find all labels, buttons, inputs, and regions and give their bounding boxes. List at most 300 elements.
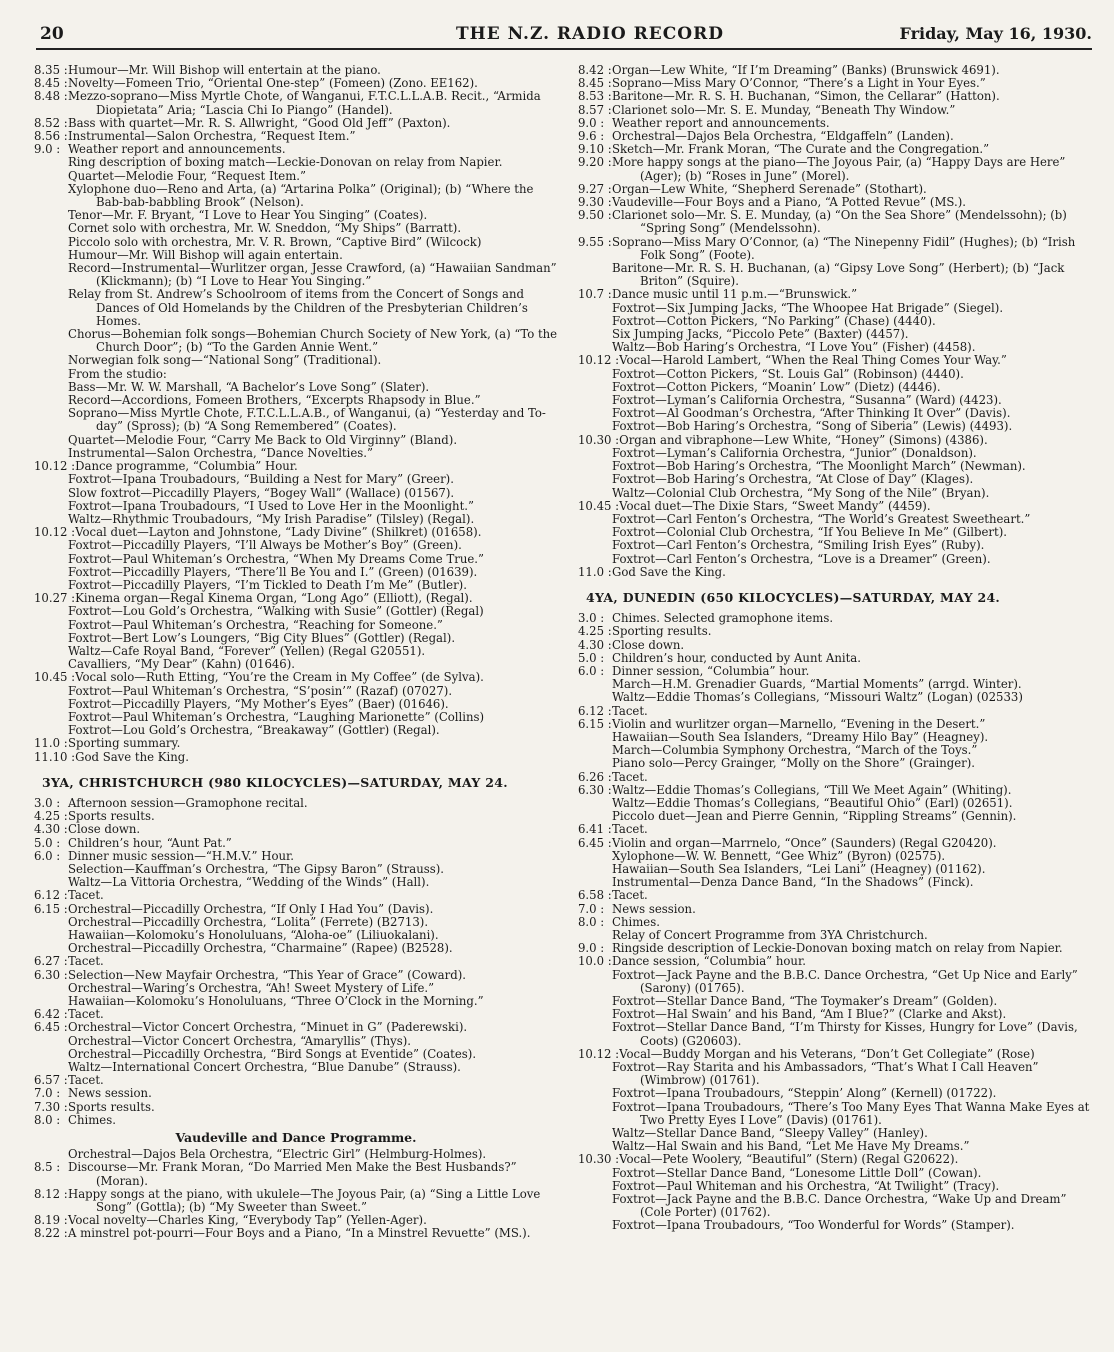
entry-text: Relay from St. Andrew’s Schoolroom of items from the Concert of Songs and Dances of Old Homelands by the Children of the Presbyterian Children’s Homes. <box>68 287 528 328</box>
entry-time <box>578 1167 612 1180</box>
entry-text: Soprano—Miss Myrtle Chote, F.T.C.L.L.A.B., of Wanganui, (a) “Yesterday and To-day” (Spross); (b) “A Song Remembered” (Coates). <box>68 406 546 434</box>
entry-text: Tacet. <box>68 954 104 969</box>
entry-text: Foxtrot—Ipana Troubadours, “Too Wonderful for Words” (Stamper). <box>612 1218 1015 1233</box>
entry-text: Discourse—Mr. Frank Moran, “Do Married Men Make the Best Husbands?” (Moran). <box>68 1160 517 1188</box>
entry-time: 6.27 : <box>34 954 68 969</box>
entry-time <box>34 698 68 711</box>
entry-time <box>34 487 68 500</box>
entry-time: 6.26 : <box>578 769 612 784</box>
entry-text: Humour—Mr. Will Bishop will entertain at the piano. <box>68 63 381 77</box>
entry-time <box>34 916 68 929</box>
entry-text: Tacet. <box>612 888 648 903</box>
entry-text: Quartet—Melodie Four, “Carry Me Back to Old Virginny” (Bland). <box>68 432 458 447</box>
entry-text: Selection—Kauffman’s Orchestra, “The Gipsy Baron” (Strauss). <box>68 861 444 876</box>
programme-entry <box>578 302 1092 315</box>
entry-text: Soprano—Miss Mary O’Connor, “There’s a Light in Your Eyes.” <box>612 76 986 91</box>
entry-text: Vocal duet—The Dixie Stars, “Sweet Mandy” (4459). <box>619 498 931 513</box>
entry-text: March—H.M. Grenadier Guards, “Martial Moments” (arrgd. Winter). <box>612 677 1022 692</box>
entry-time <box>578 513 612 526</box>
programme-entry <box>578 90 1092 103</box>
programme-entry <box>34 850 558 863</box>
programme-entry <box>578 718 1092 731</box>
entry-text: Sports results. <box>68 809 155 824</box>
programme-entry <box>34 553 558 566</box>
entry-time: 9.50 : <box>578 208 612 223</box>
entry-text: Waltz—Eddie Thomas’s Collegians, “Till We Meet Again” (Whiting). <box>612 782 1012 797</box>
programme-entry <box>34 1114 558 1127</box>
programme-entry <box>578 625 1092 638</box>
entry-time <box>578 1127 612 1140</box>
entry-text: Waltz—Bob Haring’s Orchestra, “I Love You” (Fisher) (4458). <box>612 340 976 355</box>
entry-text: Bass—Mr. W. W. Marshall, “A Bachelor’s Love Song” (Slater). <box>68 379 430 394</box>
entry-time <box>578 731 612 744</box>
entry-time: 11.10 : <box>34 749 76 764</box>
entry-time: 7.0 : <box>578 901 605 916</box>
entry-time: 10.30 : <box>578 432 620 447</box>
programme-entry <box>578 156 1092 182</box>
programme-entry <box>34 955 558 968</box>
programme-entry <box>34 90 558 116</box>
entry-text: Orchestral—Victor Concert Orchestra, “Amaryllis” (Thys). <box>68 1033 411 1048</box>
entry-text: Dance session, “Columbia” hour. <box>612 954 806 969</box>
station-heading: 4YA, DUNEDIN (650 KILOCYCLES)—SATURDAY, MAY 24. <box>586 589 1001 605</box>
programme-entry <box>34 1161 558 1187</box>
entry-text: Foxtrot—Bob Haring’s Orchestra, “Song of Siberia” (Lewis) (4493). <box>612 419 1013 434</box>
entry-text: Foxtrot—Cotton Pickers, “No Parking” (Chase) (4440). <box>612 313 936 328</box>
entry-time: 10.30 : <box>578 1152 620 1167</box>
entry-text: Foxtrot—Ipana Troubadours, “There’s Too Many Eyes That Wanna Make Eyes at Two Pretty Eyes I Love” (Davis) (01761). <box>612 1099 1090 1127</box>
entry-text: Weather report and announcements. <box>612 115 830 130</box>
entry-time <box>34 632 68 645</box>
entry-time <box>34 982 68 995</box>
programme-entry <box>578 1167 1092 1180</box>
entry-time: 9.20 : <box>578 155 612 170</box>
entry-time: 8.45 : <box>34 76 68 91</box>
entry-text: Sports results. <box>68 1099 155 1114</box>
entry-time <box>34 539 68 552</box>
entry-text: Instrumental—Salon Orchestra, “Request Item.” <box>68 129 356 144</box>
programme-entry <box>34 751 558 764</box>
entry-text: Foxtrot—Ipana Troubadours, “Steppin’ Along” (Kernell) (01722). <box>612 1086 997 1101</box>
entry-time <box>578 328 612 341</box>
programme-entry <box>578 553 1092 566</box>
programme-entry <box>34 288 558 328</box>
entry-time: 8.48 : <box>34 89 68 104</box>
entry-time: 6.15 : <box>578 716 612 731</box>
entry-text: Baritone—Mr. R. S. H. Buchanan, (a) “Gipsy Love Song” (Herbert); (b) “Jack Briton” (Squire). <box>612 261 1065 289</box>
entry-time <box>34 262 68 288</box>
entry-text: Vocal—Harold Lambert, “When the Real Thing Comes Your Way.” <box>619 353 1007 368</box>
entry-time <box>34 249 68 262</box>
programme-entry <box>34 1061 558 1074</box>
entry-time <box>34 605 68 618</box>
entry-time: 6.45 : <box>34 1020 68 1035</box>
entry-text: Vocal—Buddy Morgan and his Veterans, “Don’t Get Collegiate” (Rose) <box>619 1046 1035 1061</box>
programme-entry <box>578 368 1092 381</box>
entry-text: Waltz—Rhythmic Troubadours, “My Irish Paradise” (Tilsley) (Regal). <box>68 511 475 526</box>
entry-time <box>34 553 68 566</box>
programme-entry <box>34 500 558 513</box>
entry-time: 6.30 : <box>34 967 68 982</box>
programme-entry <box>34 1035 558 1048</box>
entry-text: Foxtrot—Bob Haring’s Orchestra, “The Moonlight March” (Newman). <box>612 459 1026 474</box>
entry-time <box>578 1008 612 1021</box>
entry-text: Orchestral—Victor Concert Orchestra, “Minuet in G” (Paderewski). <box>68 1020 468 1035</box>
entry-time: 7.30 : <box>34 1099 68 1114</box>
entry-time: 10.12 : <box>578 353 620 368</box>
entry-time <box>578 460 612 473</box>
programme-entry <box>34 328 558 354</box>
left-column <box>34 64 558 1241</box>
entry-text: Foxtrot—Paul Whiteman’s Orchestra, “Laughing Marionette” (Collins) <box>68 709 485 724</box>
programme-entry <box>578 850 1092 863</box>
entry-text: Sketch—Mr. Frank Moran, “The Curate and the Congregation.” <box>612 142 990 157</box>
programme-entry <box>34 407 558 433</box>
programme-entry <box>34 487 558 500</box>
entry-time: 3.0 : <box>578 611 605 626</box>
entry-time <box>578 553 612 566</box>
entry-time <box>578 1101 612 1127</box>
entry-time <box>578 1087 612 1100</box>
entry-text: Foxtrot—Paul Whiteman’s Orchestra, “Reaching for Someone.” <box>68 617 443 632</box>
entry-text: A minstrel pot-pourri—Four Boys and a Piano, “In a Minstrel Revuette” (MS.). <box>68 1226 531 1241</box>
entry-text: Vocal novelty—Charles King, “Everybody Tap” (Yellen-Ager). <box>68 1213 427 1228</box>
entry-time: 6.12 : <box>578 703 612 718</box>
entry-text: Hawaiian—Kolomoku’s Honoluluans, “Three O’Clock in the Morning.” <box>68 994 484 1009</box>
entry-text: Sporting summary. <box>68 736 181 751</box>
entry-text: Piano solo—Percy Grainger, “Molly on the Shore” (Grainger). <box>612 756 975 771</box>
entry-text: Foxtrot—Jack Payne and the B.B.C. Dance Orchestra, “Wake Up and Dream” (Cole Porter) (01762). <box>612 1192 1067 1220</box>
entry-text: Hawaiian—South Sea Islanders, “Lei Lani” (Heagney) (01162). <box>612 861 986 876</box>
entry-text: Foxtrot—Al Goodman’s Orchestra, “After Thinking It Over” (Davis). <box>612 406 1011 421</box>
programme-entry <box>34 837 558 850</box>
entry-text: Foxtrot—Piccadilly Players, “My Mother’s Eyes” (Baer) (01646). <box>68 696 449 711</box>
programme-entry <box>34 222 558 235</box>
entry-time: 4.25 : <box>578 624 612 639</box>
entry-time: 6.45 : <box>578 835 612 850</box>
programme-entry <box>578 784 1092 797</box>
entry-time <box>578 302 612 315</box>
entry-time <box>34 407 68 433</box>
programme-entry <box>34 434 558 447</box>
entry-text: Vocal—Pete Woolery, “Beautiful” (Stern) (Regal G20622). <box>619 1152 959 1167</box>
entry-time: 8.53 : <box>578 89 612 104</box>
entry-text: Soprano—Miss Mary O’Connor, (a) “The Ninepenny Fidil” (Hughes); (b) “Irish Folk Song” (Foote). <box>612 234 1076 262</box>
entry-text: Foxtrot—Stellar Dance Band, “Lonesome Little Doll” (Cowan). <box>612 1165 982 1180</box>
entry-time: 10.12 : <box>34 459 76 474</box>
entry-text: March—Columbia Symphony Orchestra, “March of the Toys.” <box>612 743 978 758</box>
entry-text: God Save the King. <box>612 564 726 579</box>
entry-text: Instrumental—Denza Dance Band, “In the Shadows” (Finck). <box>612 875 974 890</box>
programme-entry <box>578 566 1092 579</box>
entry-text: Close down. <box>612 637 685 652</box>
entry-text: Chimes. <box>612 914 660 929</box>
programme-entry <box>578 487 1092 500</box>
entry-time: 10.12 : <box>34 525 76 540</box>
entry-text: Happy songs at the piano, with ukulele—The Joyous Pair, (a) “Sing a Little Love Song” (Gottla); (b) “My Sweeter than Sweet.” <box>68 1186 541 1215</box>
entry-time: 9.0 : <box>578 941 605 956</box>
entry-text: Piccolo duet—Jean and Pierre Gennin, “Rippling Streams” (Gennin). <box>612 809 1017 824</box>
programme-entry <box>578 903 1092 916</box>
programme-entry <box>578 639 1092 652</box>
programme-entry <box>34 671 558 684</box>
entry-text: Organ—Lew White, “If I’m Dreaming” (Banks) (Brunswick 4691). <box>612 63 1000 77</box>
programme-entry <box>578 889 1092 902</box>
entry-text: Foxtrot—Hal Swain’ and his Band, “Am I Blue?” (Clarke and Akst). <box>612 1007 1007 1022</box>
entry-text: Chimes. <box>68 1112 116 1127</box>
entry-time: 8.19 : <box>34 1213 68 1228</box>
entry-time: 6.42 : <box>34 1007 68 1022</box>
programme-entry <box>34 262 558 288</box>
entry-text: Kinema organ—Regal Kinema Organ, “Long Ago” (Elliott), (Regal). <box>75 591 473 606</box>
programme-entry <box>34 632 558 645</box>
entry-text: Foxtrot—Paul Whiteman’s Orchestra, “S’posin’” (Razaf) (07027). <box>68 683 453 698</box>
entry-text: Six Jumping Jacks, “Piccolo Pete” (Baxter) (4457). <box>612 327 909 342</box>
entry-text: Dinner music session—“H.M.V.” Hour. <box>68 848 295 863</box>
entry-text: Chimes. Selected gramophone items. <box>612 611 834 626</box>
entry-time <box>34 288 68 328</box>
entry-text: Foxtrot—Piccadilly Players, “I’ll Always be Mother’s Boy” (Green). <box>68 538 462 553</box>
entry-time <box>34 711 68 724</box>
entry-text: Waltz—Eddie Thomas’s Collegians, “Beautiful Ohio” (Earl) (02651). <box>612 795 1013 810</box>
entry-time <box>578 473 612 486</box>
programme-entry <box>34 566 558 579</box>
entry-text: Organ—Lew White, “Shepherd Serenade” (Stothart). <box>612 181 927 196</box>
programme-entry <box>34 236 558 249</box>
entry-text: Foxtrot—Six Jumping Jacks, “The Whoopee Hat Brigade” (Siegel). <box>612 300 1004 315</box>
programme-entry <box>34 1188 558 1214</box>
entry-text: Vocal solo—Ruth Etting, “You’re the Cream in My Coffee” (de Sylva). <box>75 670 484 685</box>
entry-time <box>578 262 612 288</box>
entry-text: Foxtrot—Lou Gold’s Orchestra, “Breakaway” (Gottler) (Regal). <box>68 723 440 738</box>
entry-text: Tacet. <box>68 1073 104 1088</box>
entry-time <box>34 394 68 407</box>
programme-entry <box>34 685 558 698</box>
entry-time <box>578 863 612 876</box>
entry-time: 9.0 : <box>578 115 605 130</box>
entry-time <box>578 850 612 863</box>
entry-text: Sporting results. <box>612 624 712 639</box>
programme-entry <box>578 1219 1092 1232</box>
entry-text: Tacet. <box>612 822 648 837</box>
entry-text: Foxtrot—Colonial Club Orchestra, “If You Believe In Me” (Gilbert). <box>612 525 1007 540</box>
entry-time: 11.0 : <box>34 736 68 751</box>
entry-time <box>578 797 612 810</box>
entry-time: 9.55 : <box>578 234 612 249</box>
programme-entry <box>578 1061 1092 1087</box>
entry-time: 8.5 : <box>34 1160 61 1175</box>
entry-time <box>578 691 612 704</box>
programme-entry <box>34 1087 558 1100</box>
programme-entry <box>578 420 1092 433</box>
entry-text: Instrumental—Salon Orchestra, “Dance Novelties.” <box>68 445 373 460</box>
entry-text: Tacet. <box>612 769 648 784</box>
entry-text: Record—Accordions, Fomeen Brothers, “Excerpts Rhapsody in Blue.” <box>68 393 481 408</box>
entry-text: Tacet. <box>68 1007 104 1022</box>
entry-time <box>34 222 68 235</box>
entry-time: 6.15 : <box>34 901 68 916</box>
programme-entry <box>34 354 558 367</box>
entry-text: Foxtrot—Carl Fenton’s Orchestra, “Smiling Irish Eyes” (Ruby). <box>612 538 985 553</box>
entry-text: Foxtrot—Ipana Troubadours, “Building a Nest for Mary” (Greer). <box>68 472 454 487</box>
entry-text: Waltz—Colonial Club Orchestra, “My Song of the Nile” (Bryan). <box>612 485 990 500</box>
programme-entry <box>578 823 1092 836</box>
entry-text: Foxtrot—Ipana Troubadours, “I Used to Love Her in the Moonlight.” <box>68 498 474 513</box>
entry-text: Vocal duet—Layton and Johnstone, “Lady Divine” (Shilkret) (01658). <box>75 525 482 540</box>
entry-time: 7.0 : <box>34 1086 61 1101</box>
programme-entry <box>578 473 1092 486</box>
programme-entry <box>578 236 1092 262</box>
entry-time: 4.25 : <box>34 809 68 824</box>
entry-time <box>34 236 68 249</box>
entry-text: Close down. <box>68 822 141 837</box>
entry-time <box>578 381 612 394</box>
entry-text: Orchestral—Waring’s Orchestra, “Ah! Sweet Mystery of Life.” <box>68 980 435 995</box>
entry-text: Tacet. <box>68 888 104 903</box>
entry-text: Waltz—Hal Swain and his Band, “Let Me Have My Dreams.” <box>612 1139 970 1154</box>
entry-time: 6.57 : <box>34 1073 68 1088</box>
programme-entry <box>578 837 1092 850</box>
entry-text: Cavalliers, “My Dear” (Kahn) (01646). <box>68 657 296 672</box>
entry-text: Weather report and announcements. <box>68 142 286 157</box>
entry-time <box>578 539 612 552</box>
entry-time: 5.0 : <box>34 835 61 850</box>
entry-text: Norwegian folk song—“National Song” (Traditional). <box>68 353 382 368</box>
programme-entry <box>578 691 1092 704</box>
entry-text: From the studio: <box>68 366 167 381</box>
programme-entry <box>578 1087 1092 1100</box>
entry-text: Foxtrot—Carl Fenton’s Orchestra, “The World’s Greatest Sweetheart.” <box>612 511 1031 526</box>
entry-text: Foxtrot—Bert Low’s Loungers, “Big City Blues” (Gottler) (Regal). <box>68 630 456 645</box>
entry-time <box>34 170 68 183</box>
programme-entry <box>34 969 558 982</box>
entry-time: 8.57 : <box>578 102 612 117</box>
entry-time <box>34 1035 68 1048</box>
entry-text: Orchestral—Dajos Bela Orchestra, “Electric Girl” (Helmburg-Holmes). <box>68 1147 487 1162</box>
entry-text: Organ and vibraphone—Lew White, “Honey” (Simons) (4386). <box>619 432 988 447</box>
programme-entry <box>578 652 1092 665</box>
entry-text: Relay of Concert Programme from 3YA Christchurch. <box>612 928 928 942</box>
publication-title: THE N.Z. RADIO RECORD <box>456 24 724 44</box>
entry-time: 9.0 : <box>34 142 61 157</box>
entry-time: 10.45 : <box>578 498 620 513</box>
entry-text: Tenor—Mr. F. Bryant, “I Love to Hear You Singing” (Coates). <box>68 208 428 223</box>
programme-entry <box>578 209 1092 235</box>
programme-entry <box>578 757 1092 770</box>
entry-text: God Save the King. <box>75 749 189 764</box>
entry-time <box>578 995 612 1008</box>
entry-text: Vaudeville—Four Boys and a Piano, “A Potted Revue” (MS.). <box>612 195 967 210</box>
entry-time <box>578 315 612 328</box>
entry-text: Waltz—Stellar Dance Band, “Sleepy Valley” (Hanley). <box>612 1126 928 1141</box>
entry-text: Foxtrot—Jack Payne and the B.B.C. Dance Orchestra, “Get Up Nice and Early” (Sarony) (01765). <box>612 967 1078 995</box>
entry-text: Afternoon session—Gramophone recital. <box>68 795 308 810</box>
entry-time: 8.45 : <box>578 76 612 91</box>
entry-time: 8.35 : <box>34 63 68 77</box>
entry-time <box>34 619 68 632</box>
entry-text: Foxtrot—Bob Haring’s Orchestra, “At Close of Day” (Klages). <box>612 472 974 487</box>
entry-time: 6.0 : <box>34 848 61 863</box>
programme-entry <box>578 705 1092 718</box>
entry-text: Foxtrot—Lyman’s California Orchestra, “Susanna” (Ward) (4423). <box>612 393 1002 408</box>
entry-time <box>578 447 612 460</box>
entry-time <box>578 526 612 539</box>
programme-entry <box>34 368 558 381</box>
entry-time <box>34 645 68 658</box>
entry-time: 8.42 : <box>578 63 612 77</box>
entry-time <box>34 368 68 381</box>
entry-text: Dance music until 11 p.m.—“Brunswick.” <box>612 287 858 302</box>
entry-text: Quartet—Melodie Four, “Request Item.” <box>68 168 306 183</box>
programme-entry <box>578 500 1092 513</box>
entry-text: Chorus—Bohemian folk songs—Bohemian Church Society of New York, (a) “To the Church Door”; (b) “To the Garden Annie Went.” <box>68 327 558 355</box>
entry-time: 9.10 : <box>578 142 612 157</box>
programme-entry <box>34 942 558 955</box>
programme-entry <box>578 434 1092 447</box>
entry-text: Bass with quartet—Mr. R. S. Allwright, “Good Old Jeff” (Paxton). <box>68 115 451 130</box>
entry-text: Foxtrot—Paul Whiteman and his Orchestra, “At Twilight” (Tracy). <box>612 1178 1000 1193</box>
entry-text: Xylophone duo—Reno and Arta, (a) “Artarina Polka” (Original); (b) “Where the Bab-bab-babbling Brook” (Nelson). <box>68 181 534 210</box>
entry-text: Baritone—Mr. R. S. H. Buchanan, “Simon, the Cellarar” (Hatton). <box>612 89 1000 104</box>
entry-time <box>34 328 68 354</box>
issue-date: Friday, May 16, 1930. <box>899 24 1092 43</box>
entry-time: 8.56 : <box>34 129 68 144</box>
entry-time: 8.22 : <box>34 1226 68 1241</box>
programme-subheading: Vaudeville and Dance Programme. <box>175 1130 417 1146</box>
entry-time <box>578 1219 612 1232</box>
entry-text: Foxtrot—Stellar Dance Band, “I’m Thirsty for Kisses, Hungry for Love” (Davis, Coots) (G20603). <box>612 1020 1078 1048</box>
entry-time: 6.58 : <box>578 888 612 903</box>
entry-time: 3.0 : <box>34 795 61 810</box>
programme-entry <box>34 903 558 916</box>
programme-entry <box>34 473 558 486</box>
programme-entry <box>578 1021 1092 1047</box>
entry-text: Cornet solo with orchestra, Mr. W. Sneddon, “My Ships” (Barratt). <box>68 221 462 236</box>
entry-time: 6.0 : <box>578 663 605 678</box>
entry-time: 9.27 : <box>578 181 612 196</box>
entry-text: Foxtrot—Piccadilly Players, “I’m Tickled to Death I’m Me” (Butler). <box>68 577 467 592</box>
entry-time: 8.0 : <box>34 1112 61 1127</box>
entry-time: 11.0 : <box>578 564 612 579</box>
page-number: 20 <box>40 24 64 44</box>
entry-text: Ring description of boxing match—Leckie-Donovan on relay from Napier. <box>68 155 503 170</box>
entry-text: Piccolo solo with orchestra, Mr. V. R. Brown, “Captive Bird” (Wilcock) <box>68 234 482 249</box>
programme-entry <box>34 1101 558 1114</box>
entry-time: 10.7 : <box>578 287 612 302</box>
entry-text: Orchestral—Piccadilly Orchestra, “Lolita” (Ferrete) (B2713). <box>68 914 429 929</box>
programme-entry <box>578 969 1092 995</box>
entry-time <box>578 487 612 500</box>
entry-time <box>578 678 612 691</box>
entry-text: Children’s hour, conducted by Aunt Anita. <box>612 650 861 665</box>
entry-text: Foxtrot—Cotton Pickers, “St. Louis Gal” (Robinson) (4440). <box>612 366 964 381</box>
entry-text: Waltz—Cafe Royal Band, “Forever” (Yellen) (Regal G20551). <box>68 643 426 658</box>
entry-time: 8.12 : <box>34 1186 68 1201</box>
entry-text: Children’s hour, “Aunt Pat.” <box>68 835 232 850</box>
entry-text: Clarionet solo—Mr. S. E. Munday, (a) “On the Sea Shore” (Mendelssohn); (b) “Spring Song” (Mendelssohn). <box>612 208 1067 236</box>
entry-text: Foxtrot—Piccadilly Players, “There’ll Be You and I.” (Green) (01639). <box>68 564 478 579</box>
entry-time: 10.12 : <box>578 1046 620 1061</box>
programme-entry <box>34 889 558 902</box>
entry-text: Mezzo-soprano—Miss Myrtle Chote, of Wanganui, F.T.C.L.L.A.B. Recit., “Armida Diopietata” Aria; “Lascia Chi Io Piango” (Handel). <box>68 89 541 117</box>
entry-text: Foxtrot—Cotton Pickers, “Moanin’ Low” (Dietz) (4446). <box>612 379 941 394</box>
programme-entry <box>34 698 558 711</box>
entry-text: News session. <box>612 901 696 916</box>
entry-time <box>34 685 68 698</box>
entry-time: 5.0 : <box>578 650 605 665</box>
entry-time: 10.45 : <box>34 670 76 685</box>
entry-time: 4.30 : <box>34 822 68 837</box>
